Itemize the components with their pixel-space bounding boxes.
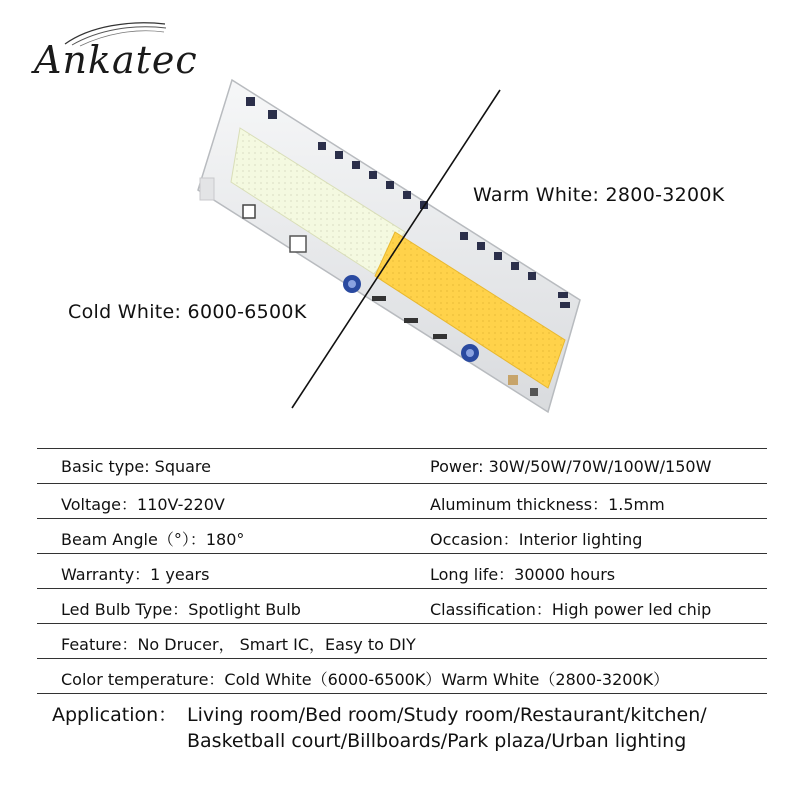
spec-row	[37, 624, 767, 659]
spec-row	[37, 659, 767, 694]
application-line-2: Basketball court/Billboards/Park plaza/Urban lighting	[187, 730, 687, 752]
warm-white-label: Warm White: 2800-3200K	[473, 184, 725, 206]
spec-beam-angle: Beam Angle（°）：180°	[61, 530, 245, 549]
spec-feature: Feature：No Drucer， Smart IC，Easy to DIY	[61, 635, 416, 654]
cold-white-label: Cold White: 6000-6500K	[68, 301, 307, 323]
spec-color-temperature: Color temperature：Cold White（6000-6500K）Warm White（2800-3200K）	[61, 670, 670, 689]
application-line-1: Living room/Bed room/Study room/Restaurant/kitchen/	[187, 704, 707, 726]
spec-aluminum-thickness: Aluminum thickness：1.5mm	[430, 495, 665, 514]
spec-row	[37, 484, 767, 519]
spec-table	[37, 448, 767, 694]
spec-basic-type: Basic type: Square	[61, 457, 211, 476]
spec-bulb-type: Led Bulb Type：Spotlight Bulb	[61, 600, 301, 619]
brand-logo: Ankatec	[34, 38, 198, 82]
spec-row	[37, 448, 767, 484]
spec-occasion: Occasion：Interior lighting	[430, 530, 643, 549]
spec-classification: Classification：High power led chip	[430, 600, 712, 619]
spec-warranty: Warranty：1 years	[61, 565, 210, 584]
capacitor-1	[343, 275, 361, 293]
spec-voltage: Voltage：110V-220V	[61, 495, 225, 514]
application-heading: Application：	[52, 704, 178, 726]
spec-long-life: Long life：30000 hours	[430, 565, 616, 584]
spec-row	[37, 589, 767, 624]
spec-row	[37, 519, 767, 554]
spec-power: Power: 30W/50W/70W/100W/150W	[430, 457, 712, 476]
capacitor-2	[461, 344, 479, 362]
spec-row	[37, 554, 767, 589]
